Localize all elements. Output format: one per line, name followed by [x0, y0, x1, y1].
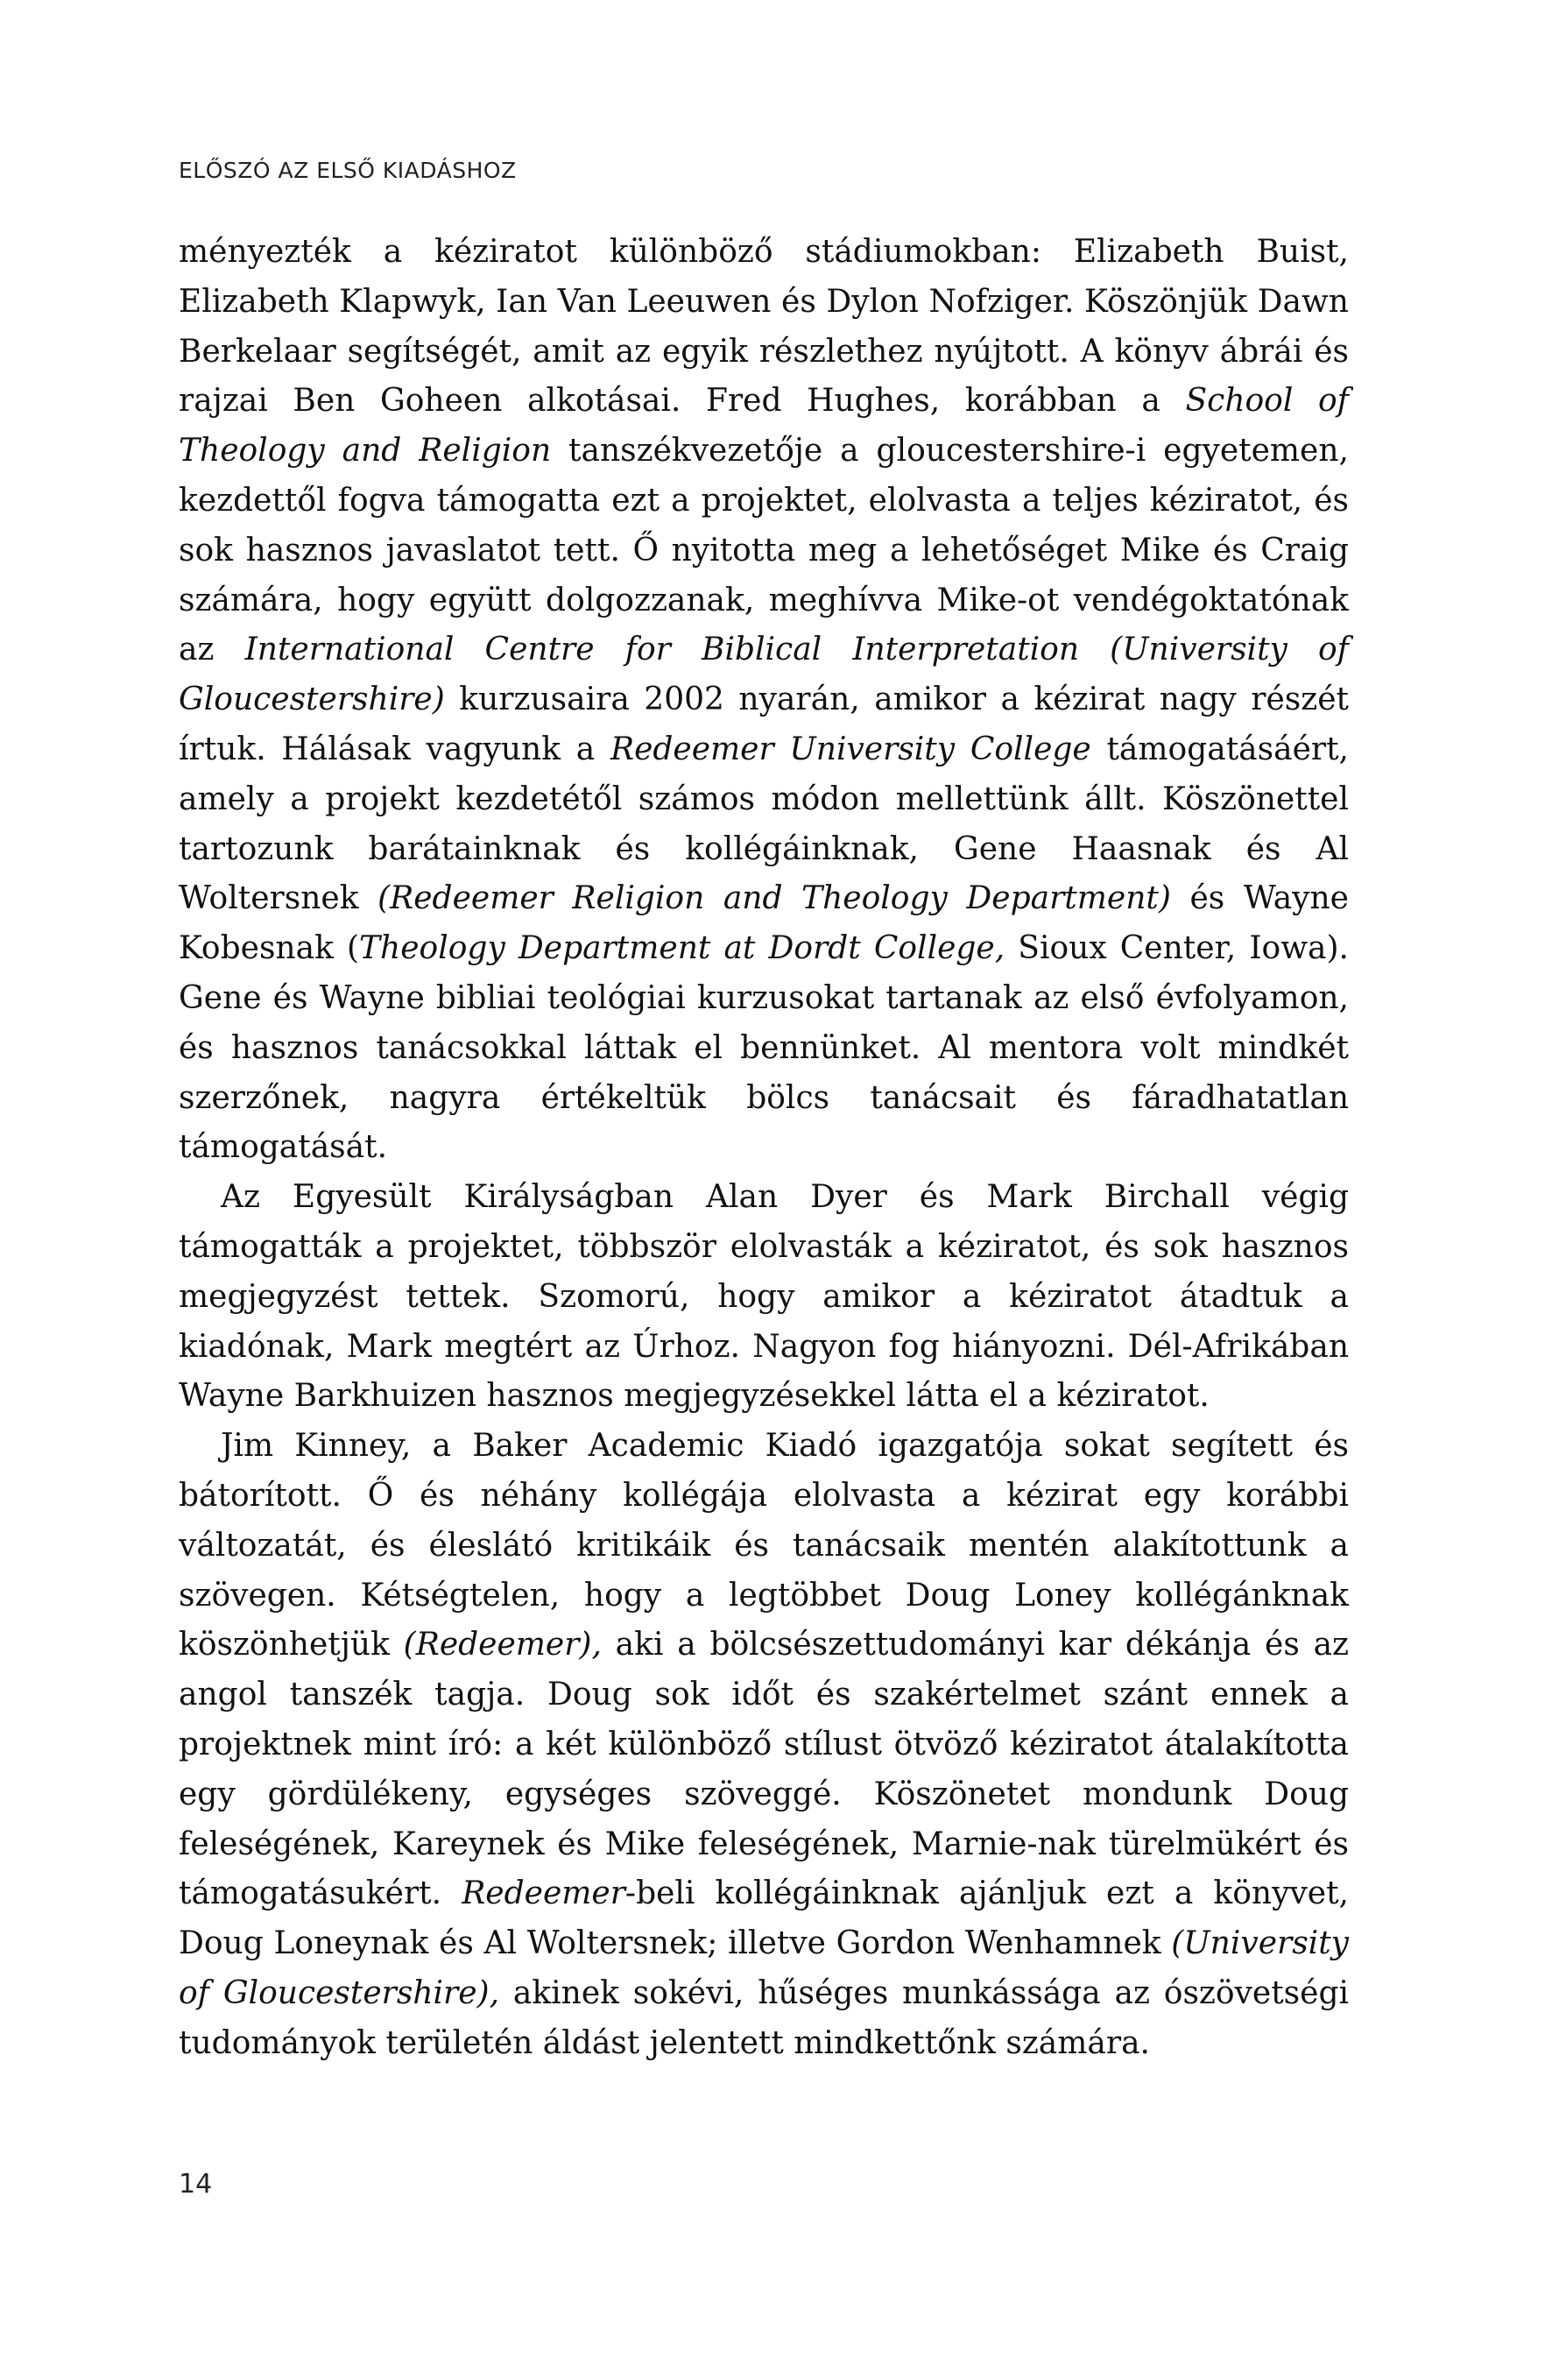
italic-text: (Redeemer Religion and Theology Department) — [377, 880, 1171, 917]
italic-text: (Redeemer), — [403, 1627, 602, 1663]
paragraph-2 — [179, 1173, 1349, 1422]
page-number: 14 — [179, 2169, 213, 2200]
text-run: Az Egyesült Királyságban Alan Dyer és Mark Birchall végig támogatták a projektet, többször elolvasták a kéziratot, és sok hasznos megjegyzést tettek. Szomorú, hogy amikor a kéziratot átadtuk a kiadónak, Mark megtért az Úrhoz. Nagyon fog hiányozni. Dél-Afrikában Wayne Barkhuizen hasznos megjegyzésekkel látta el a kéziratot. — [179, 1179, 1349, 1415]
text-run: támogatásáért, amely a projekt kezdetétől számos módon mellettünk állt. Köszönettel tartozunk barátainknak és kollégáinknak, Gene Haasnak és Al Woltersnek — [179, 731, 1350, 917]
text-run: kurzusaira 2002 nyarán, amikor a kézirat nagy részét írtuk. Hálásak vagyunk a — [179, 682, 1349, 767]
text-run: Jim Kinney, a Baker Academic Kiadó igazgatója sokat segített és bátorított. Ő és néhány kollégája elolvasta a kézirat egy korábbi változatát, és éleslátó kritikáik és tanácsaik mentén alakítottunk a szövegen. Kétségtelen, hogy a legtöbbet Doug Loney kollégánknak köszönhetjük — [179, 1428, 1349, 1663]
italic-text: (University of Gloucestershire), — [179, 1925, 1349, 2011]
italic-text: Redeemer — [462, 1875, 625, 1912]
text-run: aki a bölcsészettudományi kar dékánja és az angol tanszék tagja. Doug sok időt és szakértelmet szánt ennek a projektnek mint író: a két különböző stílust ötvöző kéziratot átalakította egy gördülékeny, egységes szöveggé. Köszönetet mondunk Doug feleségének, Kareynek és Mike feleségének, Marnie-nak türelmükért és támogatásukért. — [179, 1627, 1349, 1912]
italic-text: Redeemer University College — [610, 731, 1091, 767]
italic-text: Theology Department at Dordt College, — [359, 930, 1005, 967]
paragraph-3 — [179, 1422, 1349, 2068]
text-run: ményezték a kéziratot különböző stádiumokban: Elizabeth Buist, Elizabeth Klapwyk, Ian Van Leeuwen és Dylon Nofziger. Köszönjük Dawn Berkelaar segítségét, amit az egyik részlethez nyújtott. A könyv ábrái és rajzai Ben Goheen alkotásai. Fred Hughes, korábban a — [179, 234, 1349, 420]
text-run: Sioux Center, Iowa). Gene és Wayne bibliai teológiai kurzusokat tartanak az első évfolyamon, és hasznos tanácsokkal láttak el bennünket. Al mentora volt mindkét szerzőnek, nagyra értékeltük bölcs tanácsait és fáradhatatlan támogatását. — [179, 930, 1349, 1166]
text-run: -beli kollégáinknak ajánljuk ezt a könyvet, Doug Loneynak és Al Woltersnek; illetve Gordon Wenhamnek — [179, 1875, 1349, 1962]
paragraph-1 — [179, 228, 1349, 1173]
text-run: és Wayne Kobesnak ( — [179, 880, 1349, 967]
text-run: akinek sokévi, hűséges munkássága az ószövetségi tudományok területén áldást jelentett mindkettőnk számára. — [179, 1974, 1350, 2061]
italic-text: International Centre for Biblical Interpretation (University of Gloucestershire) — [179, 632, 1350, 718]
italic-text: School of Theology and Religion — [179, 383, 1350, 470]
running-head: ELŐSZÓ AZ ELSŐ KIADÁSHOZ — [179, 158, 517, 183]
body-text — [179, 228, 1349, 2068]
text-run: tanszékvezetője a gloucestershire-i egyetemen, kezdettől fogva támogatta ezt a projektet, elolvasta a teljes kéziratot, és sok hasznos javaslatot tett. Ő nyitotta meg a lehetőséget Mike és Craig számára, hogy együtt dolgozzanak, meghívva Mike-ot vendégoktatónak az — [179, 433, 1349, 668]
